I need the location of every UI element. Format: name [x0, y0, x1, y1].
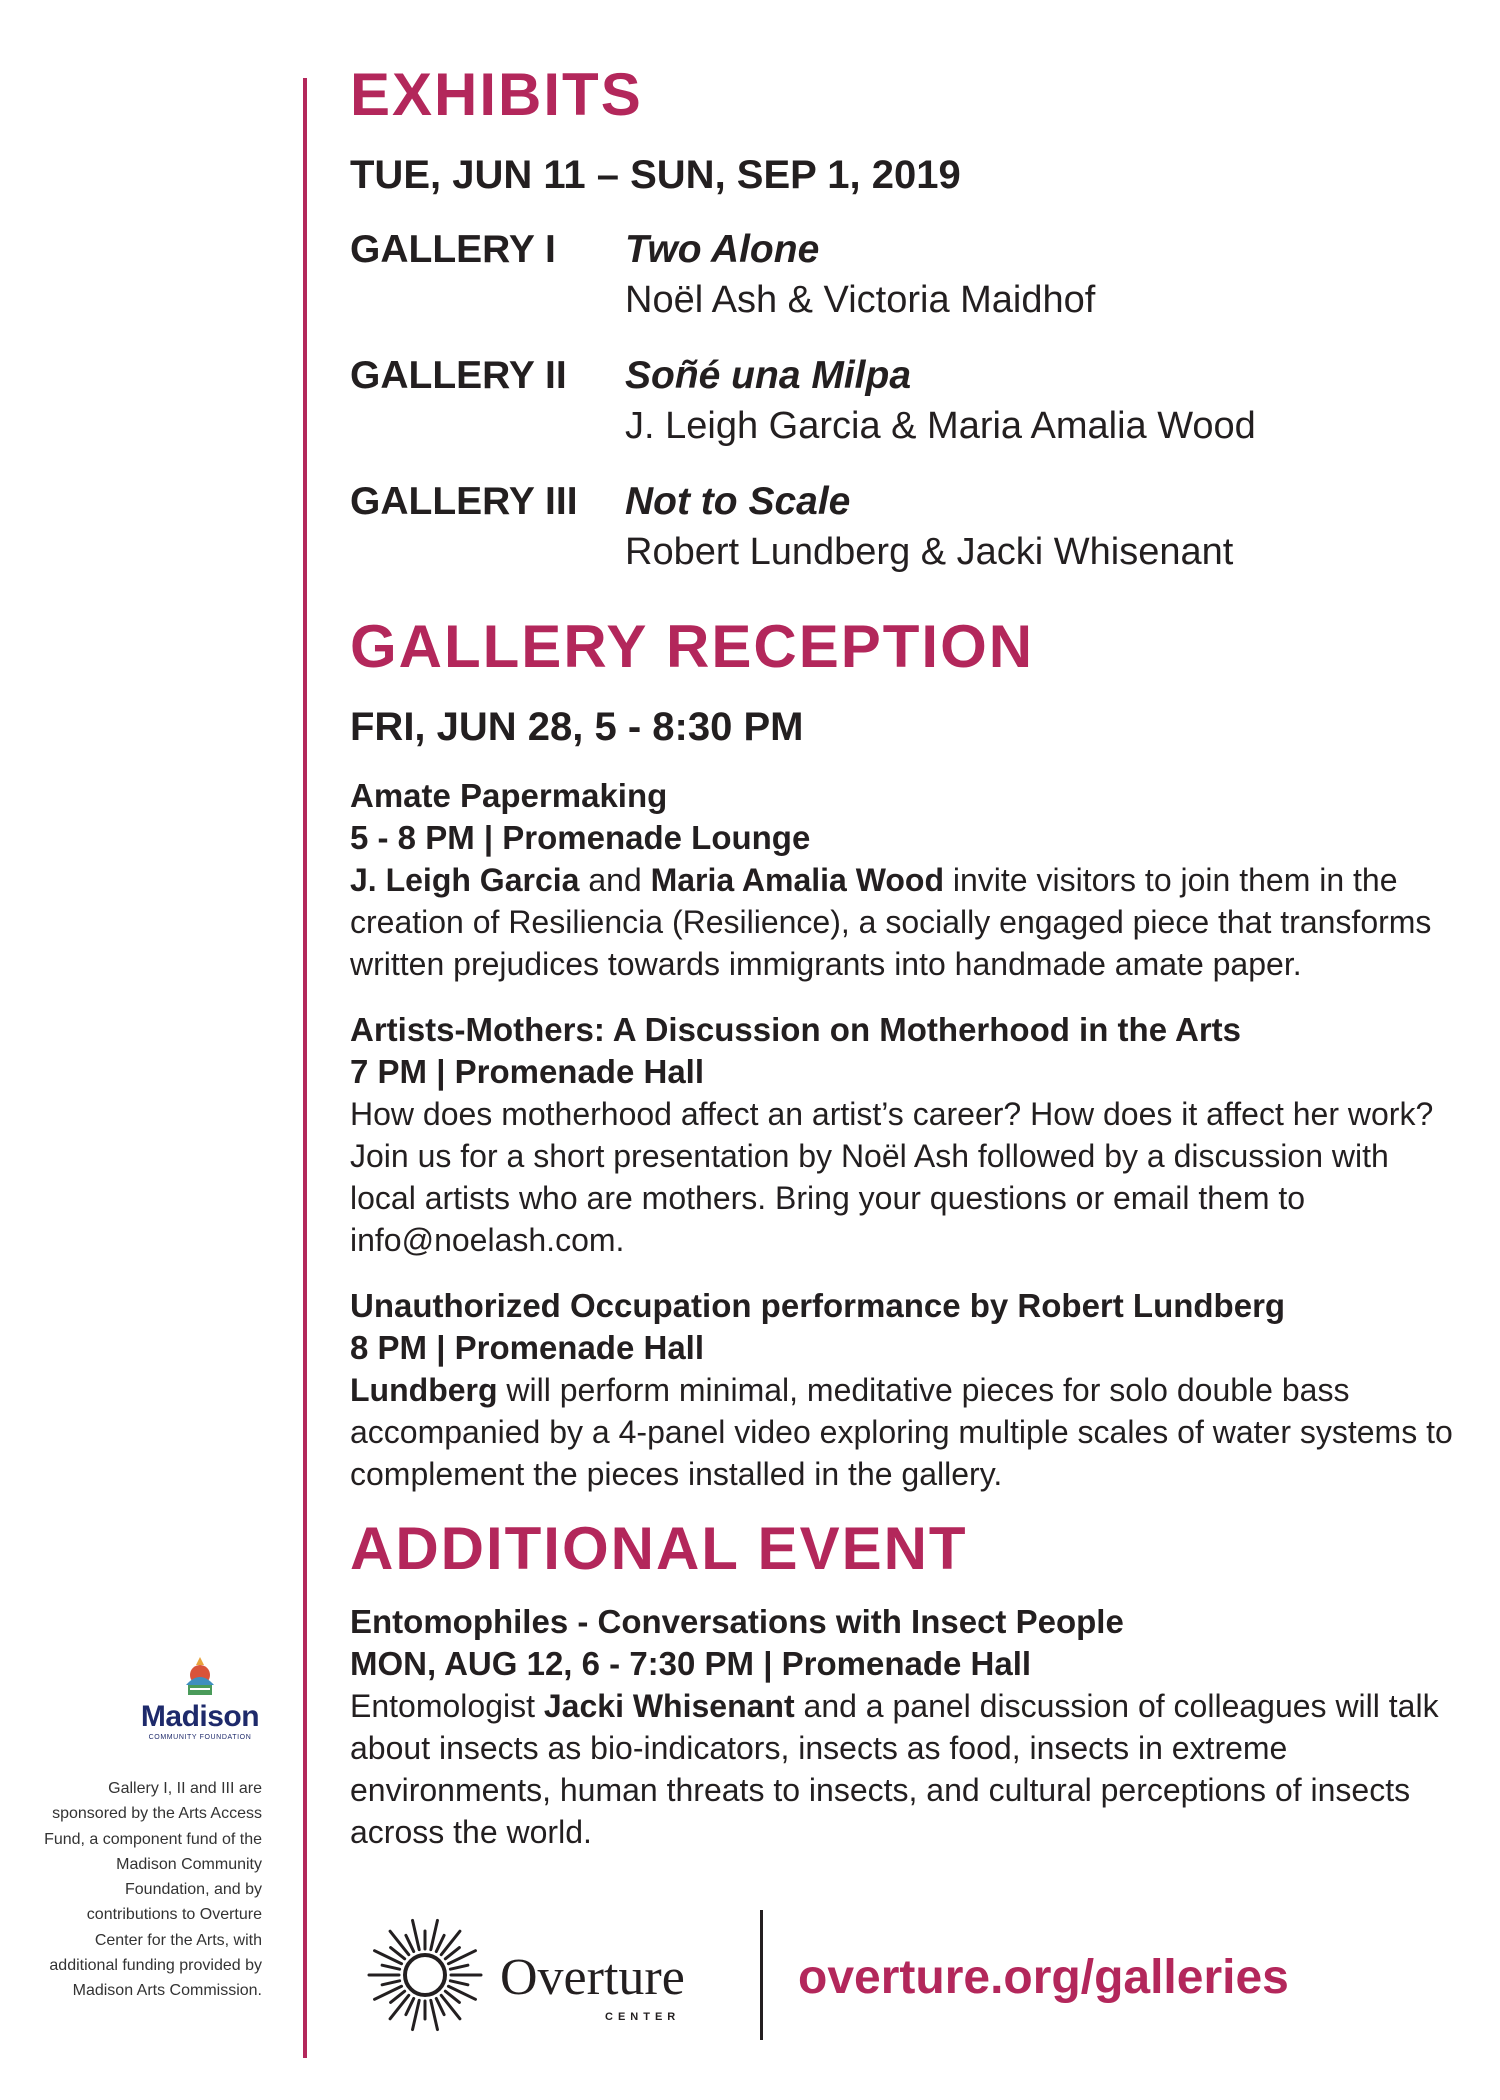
- sunburst-ray: [431, 1920, 438, 1949]
- sunburst-ray: [450, 1981, 468, 1985]
- gallery-title: Two Alone: [625, 228, 820, 271]
- event-title: Amate Papermaking: [350, 777, 668, 814]
- overture-logo-subtitle: CENTER: [605, 2011, 681, 2023]
- gallery-artists: Noël Ash & Victoria Maidhof: [625, 279, 1096, 321]
- gallery-item: [350, 227, 1460, 353]
- sunburst-ray: [406, 1935, 414, 1951]
- sponsor-note: Gallery I, II and III are sponsored by the Arts Access Fund, a component fund of the Madison Community Foundation, and by contributions to Overture Center for the Arts, with additional funding provided by Madison Arts Commission.: [44, 1780, 262, 2000]
- event-time: MON, AUG 12, 6 - 7:30 PM | Promenade Hall: [350, 1645, 1032, 1682]
- gallery-label: GALLERY III: [350, 480, 578, 523]
- description-text: invite visitors to join them in the creation of Resiliencia (Resilience), a socially engaged piece that transforms written prejudices towards immigrants into handmade amate paper.: [350, 862, 1432, 982]
- event-item: [350, 1285, 1460, 1495]
- gallery-label: GALLERY I: [350, 228, 556, 271]
- website-link[interactable]: overture.org/galleries: [798, 1951, 1289, 2004]
- description-text: will perform minimal, meditative pieces for solo double bass accompanied by a 4-panel video exploring multiple scales of water systems to complement the pieces installed in the gallery.: [350, 1372, 1453, 1492]
- reception-date: FRI, JUN 28, 5 - 8:30 PM: [350, 705, 804, 749]
- overture-sunburst-icon: [350, 1915, 500, 2035]
- overture-logo-name: Overture: [500, 1949, 685, 2006]
- event-title: Artists-Mothers: A Discussion on Motherhood in the Arts: [350, 1011, 1242, 1048]
- event-description: How does motherhood affect an artist’s career? How does it affect her work? Join us for a short presentation by Noël Ash followed by a discussion with local artists who are mothers. Bring your questions or email them to info@noelash.com.: [350, 1096, 1434, 1258]
- sunburst-ray: [436, 1935, 444, 1951]
- event-description: [350, 859, 1460, 985]
- event-time: 5 - 8 PM | Promenade Lounge: [350, 819, 811, 856]
- event-item: [350, 775, 1460, 985]
- description-text: and a panel discussion of colleagues will talk about insects as bio-indicators, insects as food, insects in extreme environments, human threats to insects, and cultural perceptions of insects across the world.: [350, 1688, 1439, 1850]
- gallery-artists: J. Leigh Garcia & Maria Amalia Wood: [625, 405, 1256, 447]
- event-description: [350, 1685, 1460, 1853]
- madison-logo-name: Madison: [140, 1700, 260, 1733]
- description-prefix: Entomologist: [350, 1688, 544, 1724]
- gallery-list: [350, 227, 1460, 605]
- gallery-artists: Robert Lundberg & Jacki Whisenant: [625, 531, 1234, 573]
- exhibits-heading: EXHIBITS: [350, 61, 643, 128]
- event-time: 8 PM | Promenade Hall: [350, 1329, 705, 1366]
- main-content: [350, 61, 1460, 1853]
- sunburst-ray: [382, 1981, 400, 1985]
- exhibits-dates: TUE, JUN 11 – SUN, SEP 1, 2019: [350, 153, 961, 197]
- gallery-label: GALLERY II: [350, 354, 567, 397]
- footer-divider: [760, 1910, 763, 2040]
- gallery-title: Soñé una Milpa: [625, 354, 912, 397]
- madison-logo-subtitle: COMMUNITY FOUNDATION: [148, 1734, 252, 1741]
- gallery-title: Not to Scale: [625, 480, 851, 523]
- sunburst-ray: [450, 1965, 468, 1969]
- gallery-item: [350, 479, 1460, 605]
- sunburst-ray: [382, 1965, 400, 1969]
- sunburst-ray: [431, 2000, 438, 2029]
- event-title: Entomophiles - Conversations with Insect People: [350, 1603, 1124, 1640]
- gallery-item: [350, 353, 1460, 479]
- sunburst-ray: [413, 2000, 420, 2029]
- madison-emblem-icon: [178, 1655, 222, 1697]
- event-description: [350, 1369, 1460, 1495]
- artist-name: J. Leigh Garcia: [350, 862, 580, 898]
- artist-name: Lundberg: [350, 1372, 498, 1408]
- event-title: Unauthorized Occupation performance by Robert Lundberg: [350, 1287, 1286, 1324]
- reception-events: [350, 775, 1460, 1495]
- vertical-divider-line: [303, 78, 307, 2058]
- footer: [350, 1910, 1460, 2040]
- event-time: 7 PM | Promenade Hall: [350, 1053, 705, 1090]
- event-item: [350, 1009, 1460, 1261]
- sunburst-ray: [436, 1998, 444, 2014]
- additional-heading: ADDITIONAL EVENT: [350, 1515, 968, 1582]
- sunburst-ray: [406, 1998, 414, 2014]
- sunburst-ray: [413, 1920, 420, 1949]
- madison-logo: [120, 1655, 280, 1741]
- artist-name: Maria Amalia Wood: [650, 862, 944, 898]
- additional-event: [350, 1601, 1460, 1853]
- conjunction: and: [579, 862, 651, 898]
- artist-name: Jacki Whisenant: [543, 1688, 795, 1724]
- reception-heading: GALLERY RECEPTION: [350, 613, 1035, 680]
